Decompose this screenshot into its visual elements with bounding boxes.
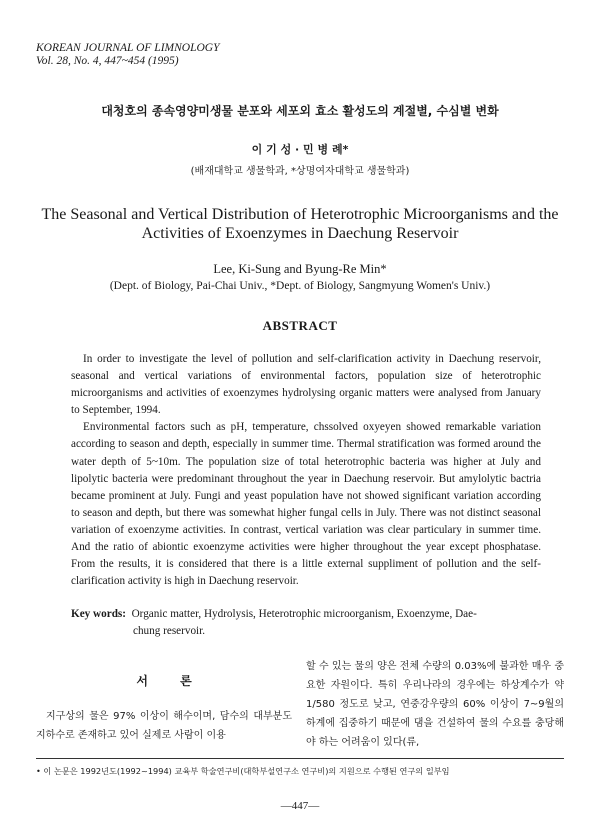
english-authors: Lee, Ki-Sung and Byung-Re Min*: [213, 262, 387, 276]
keywords-list: Organic matter, Hydrolysis, Heterotrophic microorganism, Exoenzyme, Dae-: [131, 608, 477, 620]
footnote: • 이 논문은 1992년도(1992~1994) 교육부 학술연구비(대학부설연구소 연구비)의 지원으로 수행된 연구의 일부임: [36, 766, 450, 776]
body-right-column: [306, 657, 564, 752]
abstract-body: [71, 351, 541, 590]
body-text: 지구상의 물은 97% 이상이 해수이며, 담수의 대부분도 지하수로 존재하고 있어 실제로 사람이 이용: [36, 711, 292, 741]
korean-authors: 이 기 성 · 민 병 례*: [251, 143, 349, 156]
korean-affiliation: (배재대학교 생물학과, *상명여자대학교 생물학과): [190, 166, 410, 177]
footnote-divider: [36, 758, 564, 759]
english-affiliation: (Dept. of Biology, Pai-Chai Univ., *Dept. of Biology, Sangmyung Women's Univ.): [109, 280, 491, 292]
body-text: 할 수 있는 물의 양은 전체 수량의 0.03%에 불과한 매우 중요한 자원이다. 특히 우리나라의 경우에는 하상계수가 약 1/580 정도로 낮고, 연중강우량의 60% 이상이 7~9월의 하계에 집중하기 때문에 댐을 건설하여 물의 수요를 충당해야 하는 어려움이 있다(류,: [306, 661, 564, 748]
abstract-paragraph: In order to investigate the level of pollution and self-clarification activity in Daechung reservoir, seasonal and vertical variations of environmental factors, population size of heterotrophic microorganisms and activities of exoenzymes hydrolysing organic matters were analysed from January to September, 1994.: [71, 353, 541, 417]
keywords: [71, 606, 541, 640]
abstract-heading: ABSTRACT: [262, 318, 338, 333]
body-left-column: [36, 672, 292, 745]
journal-volume: Vol. 28, No. 4, 447~454 (1995): [36, 55, 179, 67]
section-heading-introduction: 서 론: [136, 674, 206, 688]
korean-title: 대청호의 종속영양미생물 분포와 세포외 효소 활성도의 계절별, 수심별 변화: [101, 104, 499, 118]
keywords-list-continued: chung reservoir.: [133, 625, 206, 637]
keywords-label: Key words:: [71, 608, 126, 620]
journal-header: [36, 42, 219, 68]
journal-name: KOREAN JOURNAL OF LIMNOLOGY: [36, 42, 220, 54]
english-title: The Seasonal and Vertical Distribution of Heterotrophic Microorganisms and the Activities of Exoenzymes in Daechung Reservoir: [41, 206, 559, 242]
page-number: —447—: [280, 800, 320, 812]
abstract-paragraph: Environmental factors such as pH, temperature, chssolved oxyeyen showed remarkable variation according to season and depth, especially in summer time. Thermal stratification was formed around the water depth of 5~10m. The population size of total heterotrophic bacteria was higher at July and lipolytic bacteria were predominant throughout the year in Daechung reservoir. But amylolytic bactria became prominent at July. Fungi and yeast population have not showed significant variation according to season and depth, but there was somewhat higher fungal cells in July. There was not distinct seasonal variation of exoenzyme activities. In contrast, vertical variation was clear particulary in summer time. And the ratio of abiontic exoenzyme activities were higher throughout the year except phosphatase. From the results, it is considered that there is a little external suppliment of pollution and the self-clarification activity is high in Daechung reservoir.: [71, 421, 541, 588]
